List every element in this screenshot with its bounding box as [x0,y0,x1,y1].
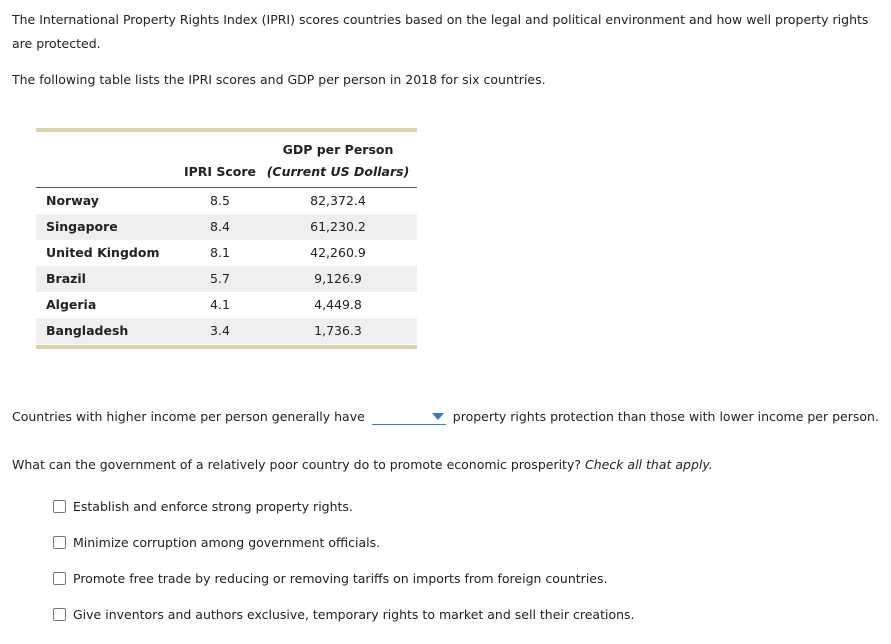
table-row [36,318,417,344]
protection-level-dropdown[interactable] [372,408,446,425]
option-label: Minimize corruption among government officials. [73,535,381,550]
table-row [36,214,417,240]
option-label: Establish and enforce strong property rights. [73,499,353,514]
sentence-after-text: property rights protection than those with lower income per person. [452,409,879,424]
table-bottom-rule [36,345,417,349]
gdp-cell: 61,230.2 [310,219,366,234]
table-row [36,266,417,292]
option-free-trade[interactable] [53,570,607,588]
table-header [36,132,417,188]
question-prompt [12,455,713,475]
ipri-cell: 4.1 [210,297,230,312]
gdp-cell: 1,736.3 [314,323,362,338]
ipri-cell: 8.1 [210,245,230,260]
ipri-cell: 5.7 [210,271,230,286]
option-exclusive-rights[interactable] [53,606,635,624]
gdp-cell: 9,126.9 [314,271,362,286]
caret-down-icon [432,413,444,420]
country-cell: Algeria [46,297,97,312]
header-ipri-score: IPRI Score [183,164,257,179]
checkbox-icon[interactable] [53,572,66,585]
gdp-cell: 4,449.8 [314,297,362,312]
option-label: Promote free trade by reducing or removing tariffs on imports from foreign countries. [73,571,608,586]
gdp-cell: 42,260.9 [310,245,366,260]
table-row [36,188,417,214]
country-cell: Norway [46,193,99,208]
gdp-cell: 82,372.4 [310,193,366,208]
ipri-cell: 3.4 [210,323,230,338]
option-label: Give inventors and authors exclusive, temporary rights to market and sell their creations. [73,607,635,622]
table-row [36,292,417,318]
ipri-cell: 8.5 [210,193,230,208]
ipri-table [36,128,417,349]
intro-paragraph: The International Property Rights Index (IPRI) scores countries based on the legal and political environment and how well property rights are protected. [12,12,869,51]
checkbox-icon[interactable] [53,608,66,621]
checkbox-icon[interactable] [53,500,66,513]
option-property-rights[interactable] [53,498,353,516]
table-lead-paragraph: The following table lists the IPRI scores and GDP per person in 2018 for six countries. [12,72,546,87]
fill-in-sentence [12,407,879,427]
table-body [36,188,417,345]
country-cell: Brazil [46,271,86,286]
question-hint: Check all that apply. [584,457,713,472]
header-gdp-per-person: GDP per Person [282,142,394,157]
option-minimize-corruption[interactable] [53,534,380,552]
sentence-before-text: Countries with higher income per person generally have [12,409,365,424]
question-text: What can the government of a relatively poor country do to promote economic prosperity? [12,457,581,472]
ipri-cell: 8.4 [210,219,230,234]
checkbox-icon[interactable] [53,536,66,549]
country-cell: Singapore [46,219,118,234]
country-cell: United Kingdom [46,245,160,260]
country-cell: Bangladesh [46,323,129,338]
header-gdp-unit: (Current US Dollars) [266,164,410,179]
table-row [36,240,417,266]
